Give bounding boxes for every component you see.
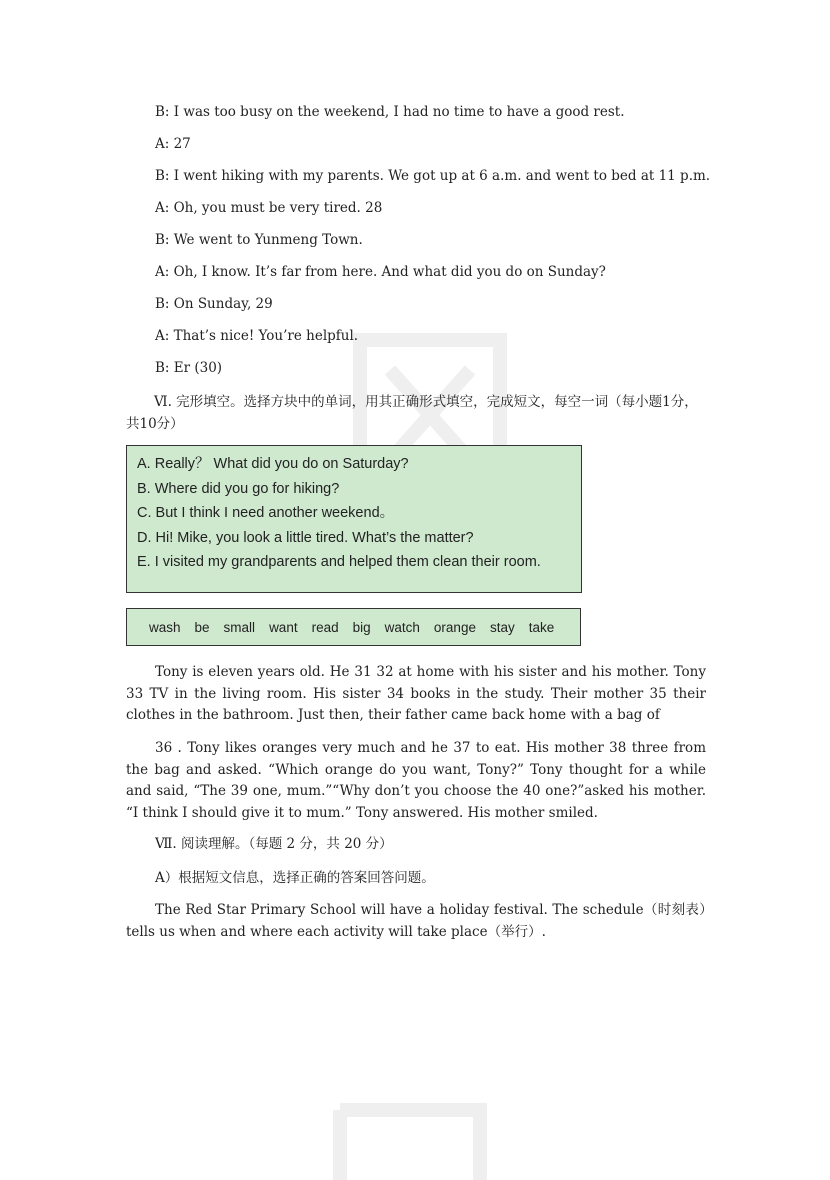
option-e: E. I visited my grandparents and helped them clean their room. [137,554,541,570]
word-bank-word: read [311,619,339,635]
dialogue-line: B: On Sunday, 29 [155,296,273,312]
option-d: D. Hi! Mike, you look a little tired. What’s the matter? [137,529,474,546]
word-bank-word: take [528,619,555,635]
dialogue-line: B: I was too busy on the weekend, I had no time to have a good rest. [155,104,625,120]
word-bank-word: small [223,619,256,635]
word-bank-word: orange [433,619,476,635]
passage-paragraph-2: 36 . Tony likes oranges very much and he 37 to eat. His mother 38 three from the bag and asked. “Which orange do you want, Tony?” Tony thought for a while and said, “The 39 one, mum.”“Why don’t you choose the 40 one?”asked his mother. “I think I should give it to mum.” Tony answered. His mother smiled. [126,740,706,821]
option-a: A. Really？ What did you do on Saturday? [137,456,409,472]
section-7-sub-a: A）根据短文信息，选择正确的答案回答问题。 [155,870,435,886]
watermark-icon-2 [310,1090,510,1180]
dialogue-line: A: Oh, I know. It’s far from here. And what did you do on Sunday? [155,264,606,280]
word-bank-word: want [269,619,298,635]
options-box [126,445,582,593]
dialogue-line: A: 27 [155,136,191,152]
dialogue-line: A: Oh, you must be very tired. 28 [155,200,383,216]
section-6-heading: Ⅵ. 完形填空。选择方块中的单词，用其正确形式填空，完成短文，每空一词（每小题1分，共10分） [126,394,698,432]
word-bank [126,608,581,646]
option-b: B. Where did you go for hiking? [137,480,340,497]
word-bank-word: watch [384,619,420,635]
word-bank-word: stay [489,619,515,635]
dialogue-line: B: I went hiking with my parents. We got up at 6 a.m. and went to bed at 11 p.m. [155,168,711,184]
dialogue-line: B: We went to Yunmeng Town. [155,232,363,248]
dialogue-line: B: Er (30) [155,360,223,376]
word-bank-word: wash [149,619,181,635]
passage-paragraph-1: Tony is eleven years old. He 31 32 at home with his sister and his mother. Tony 33 TV in the living room. His sister 34 books in the study. Their mother 35 their clothes in the bathroom. Just then, their father came back home with a bag of [126,664,706,723]
word-bank-word: big [352,619,371,635]
option-c: C. But I think I need another weekend。 [137,505,395,521]
reading-intro: The Red Star Primary School will have a holiday festival. The schedule（时刻表）tells us when and where each activity will take place（举行）. [126,902,706,940]
dialogue-line: A: That’s nice! You’re helpful. [155,328,359,344]
section-7-heading: Ⅶ. 阅读理解。（每题 2 分，共 20 分） [155,836,393,852]
word-bank-word: be [194,619,210,635]
